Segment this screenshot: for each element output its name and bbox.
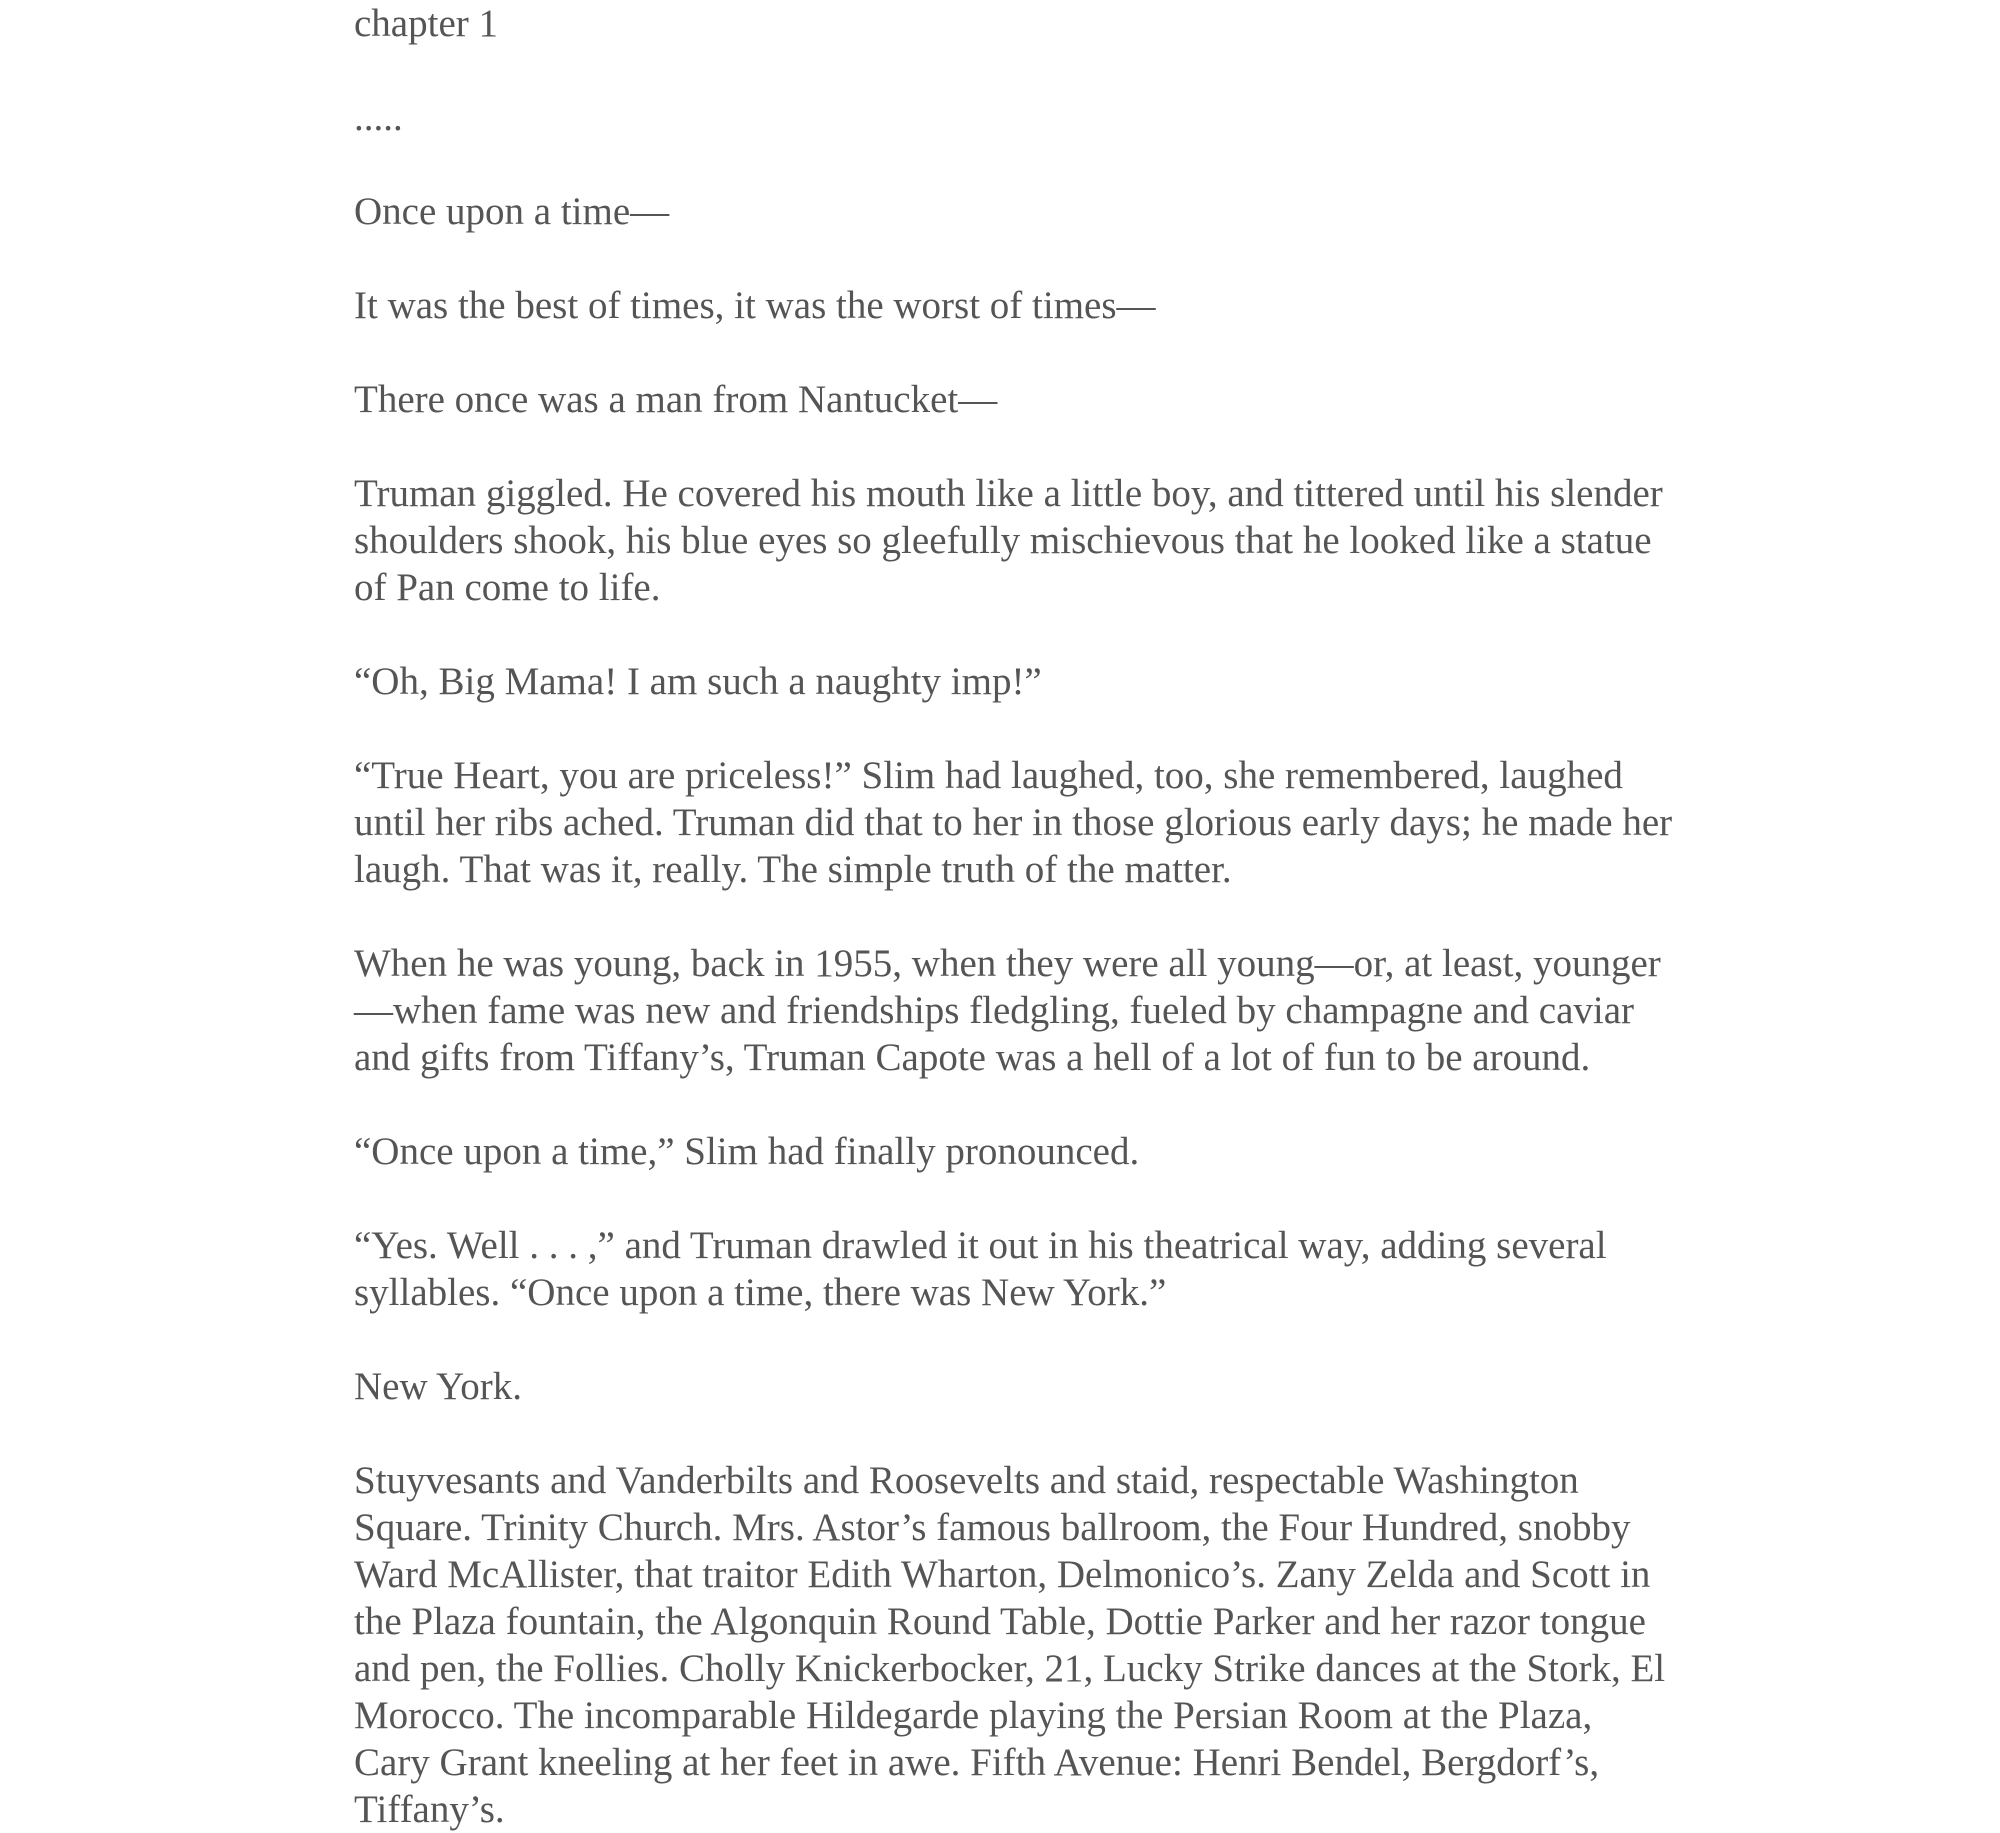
paragraph: Truman giggled. He covered his mouth like a little boy, and tittered until his slender shoulders shook, his blue eyes so gleefully mischievous that he looked like a statue of Pan come to life.	[354, 472, 1663, 609]
paragraph-gap	[354, 329, 1674, 376]
paragraph-gap	[354, 705, 1674, 752]
chapter-heading: chapter 1	[354, 2, 499, 45]
paragraph-gap	[354, 1316, 1674, 1363]
paragraph-gap	[354, 1410, 1674, 1457]
paragraph-gap	[354, 611, 1674, 658]
paragraph: Once upon a time—	[354, 190, 670, 233]
paragraph: “Oh, Big Mama! I am such a naughty imp!”	[354, 660, 1042, 703]
paragraph-gap	[354, 423, 1674, 470]
paragraph-gap	[354, 1081, 1674, 1128]
document-body	[354, 0, 1674, 1833]
paragraph: There once was a man from Nantucket—	[354, 378, 998, 421]
paragraph-gap	[354, 141, 1674, 188]
paragraph-gap	[354, 47, 1674, 94]
paragraph-gap	[354, 893, 1674, 940]
paragraph: It was the best of times, it was the worst of times—	[354, 284, 1156, 327]
paragraph: “Once upon a time,” Slim had finally pronounced.	[354, 1130, 1140, 1173]
paragraph: New York.	[354, 1365, 522, 1408]
paragraph-gap	[354, 235, 1674, 282]
section-separator: .....	[354, 96, 403, 139]
paragraph-gap	[354, 1175, 1674, 1222]
paragraph: “True Heart, you are priceless!” Slim had laughed, too, she remembered, laughed until her ribs ached. Truman did that to her in those glorious early days; he made her laugh. That was it, really. The simple truth of the matter.	[354, 754, 1673, 891]
paragraph: When he was young, back in 1955, when they were all young—or, at least, younger—when fame was new and friendships fledgling, fueled by champagne and caviar and gifts from Tiffany’s, Truman Capote was a hell of a lot of fun to be around.	[354, 942, 1661, 1079]
paragraph: “Yes. Well . . . ,” and Truman drawled it out in his theatrical way, adding several syllables. “Once upon a time, there was New York.”	[354, 1224, 1607, 1314]
paragraph: Stuyvesants and Vanderbilts and Roosevelts and staid, respectable Washington Square. Trinity Church. Mrs. Astor’s famous ballroom, the Four Hundred, snobby Ward McAllister, that traitor Edith Wharton, Delmonico’s. Zany Zelda and Scott in the Plaza fountain, the Algonquin Round Table, Dottie Parker and her razor tongue and pen, the Follies. Cholly Knickerbocker, 21, Lucky Strike dances at the Stork, El Morocco. The incomparable Hildegarde playing the Persian Room at the Plaza, Cary Grant kneeling at her feet in awe. Fifth Avenue: Henri Bendel, Bergdorf’s, Tiffany’s.	[354, 1459, 1666, 1831]
